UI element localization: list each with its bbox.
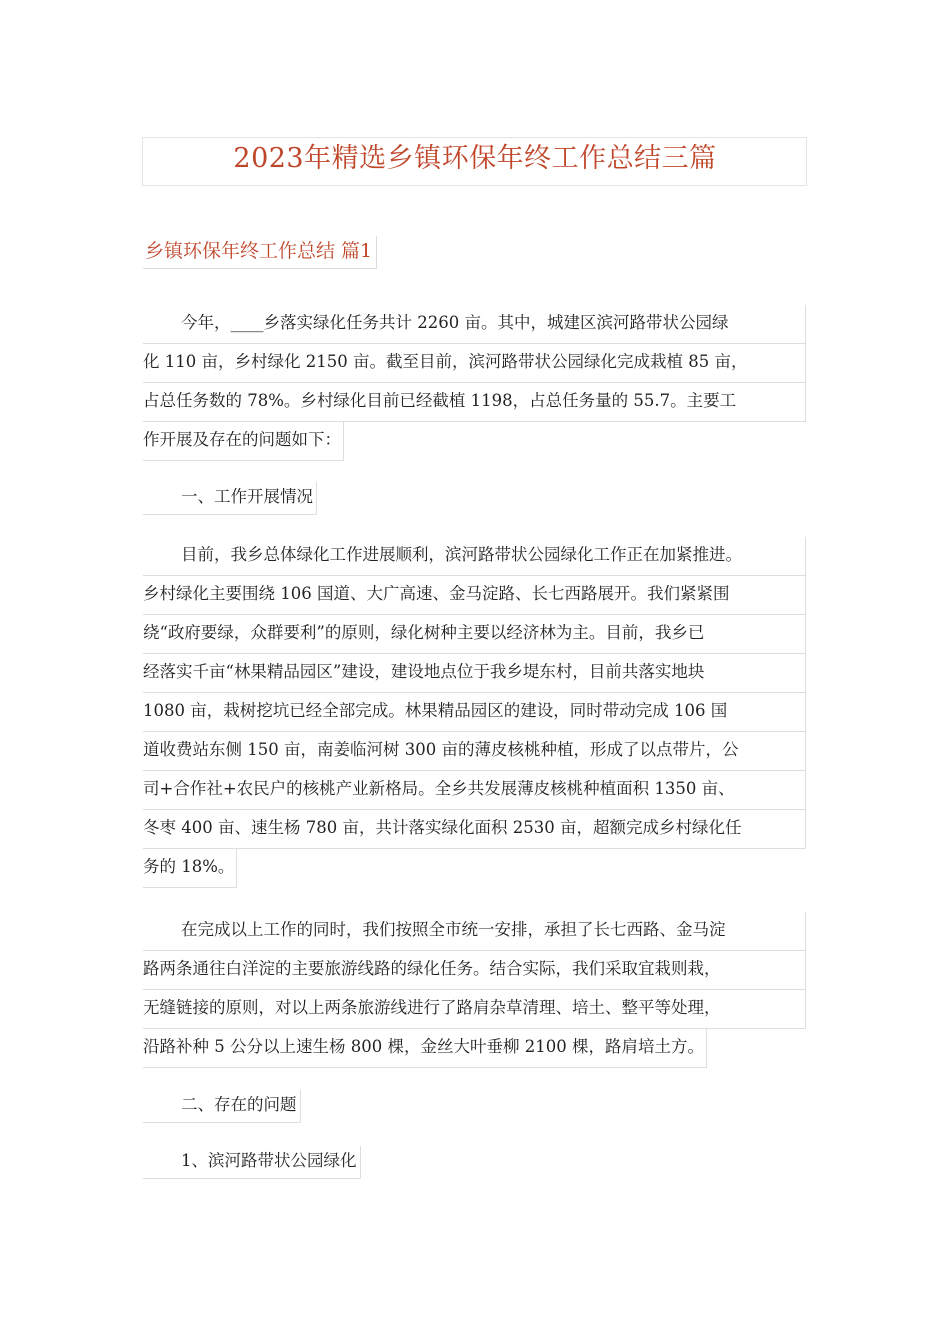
document-title: 2023年精选乡镇环保年终工作总结三篇 [233, 143, 717, 174]
paragraph-line: 务的 18%。 [143, 849, 237, 888]
paragraph-line: 冬枣 400 亩、速生杨 780 亩，共计落实绿化面积 2530 亩，超额完成乡村绿化任 [143, 810, 806, 849]
paragraph-line: 司+合作社+农民户的核桃产业新格局。全乡共发展薄皮核桃种植面积 1350 亩、 [143, 771, 806, 810]
paragraph-line: 占总任务数的 78%。乡村绿化目前已经截植 1198，占总任务量的 55.7。主要工 [143, 383, 806, 422]
paragraph-line: 路两条通往白洋淀的主要旅游线路的绿化任务。结合实际，我们采取宜栽则栽， [143, 951, 806, 990]
paragraph-line: 无缝链接的原则，对以上两条旅游线进行了路肩杂草清理、培土、整平等处理， [143, 990, 806, 1029]
paragraph-line: 绕“政府要绿，众群要利”的原则，绿化树种主要以经济林为主。目前，我乡已 [143, 615, 806, 654]
paragraph-line: 1080 亩，栽树挖坑已经全部完成。林果精品园区的建设，同时带动完成 106 国 [143, 693, 806, 732]
paragraph-line: 经落实千亩“林果精品园区”建设，建设地点位于我乡堤东村，目前共落实地块 [143, 654, 806, 693]
heading-riverside-park-greening: 1、滨河路带状公园绿化 [143, 1146, 361, 1179]
paragraph-2 [143, 537, 808, 888]
paragraph-line: 目前，我乡总体绿化工作进展顺利，滨河路带状公园绿化工作正在加紧推进。 [143, 537, 806, 576]
paragraph-line: 化 110 亩，乡村绿化 2150 亩。截至目前，滨河路带状公园绿化完成栽植 85 亩， [143, 344, 806, 383]
heading-work-progress: 一、工作开展情况 [143, 482, 317, 515]
paragraph-1 [143, 305, 808, 461]
paragraph-line: 沿路补种 5 公分以上速生杨 800 棵，金丝大叶垂柳 2100 棵，路肩培土方。 [143, 1029, 707, 1068]
paragraph-line: 道收费站东侧 150 亩，南姜临河树 300 亩的薄皮核桃种植，形成了以点带片，公 [143, 732, 806, 771]
paragraph-line: 今年，____乡落实绿化任务共计 2260 亩。其中，城建区滨河路带状公园绿 [143, 305, 806, 344]
section-title: 乡镇环保年终工作总结 篇1 [143, 236, 377, 269]
paragraph-line: 在完成以上工作的同时，我们按照全市统一安排，承担了长七西路、金马淀 [143, 912, 806, 951]
paragraph-3 [143, 912, 808, 1068]
heading-existing-problems: 二、存在的问题 [143, 1090, 301, 1123]
paragraph-line: 作开展及存在的问题如下： [143, 422, 344, 461]
paragraph-line: 乡村绿化主要围绕 106 国道、大广高速、金马淀路、长七西路展开。我们紧紧围 [143, 576, 806, 615]
